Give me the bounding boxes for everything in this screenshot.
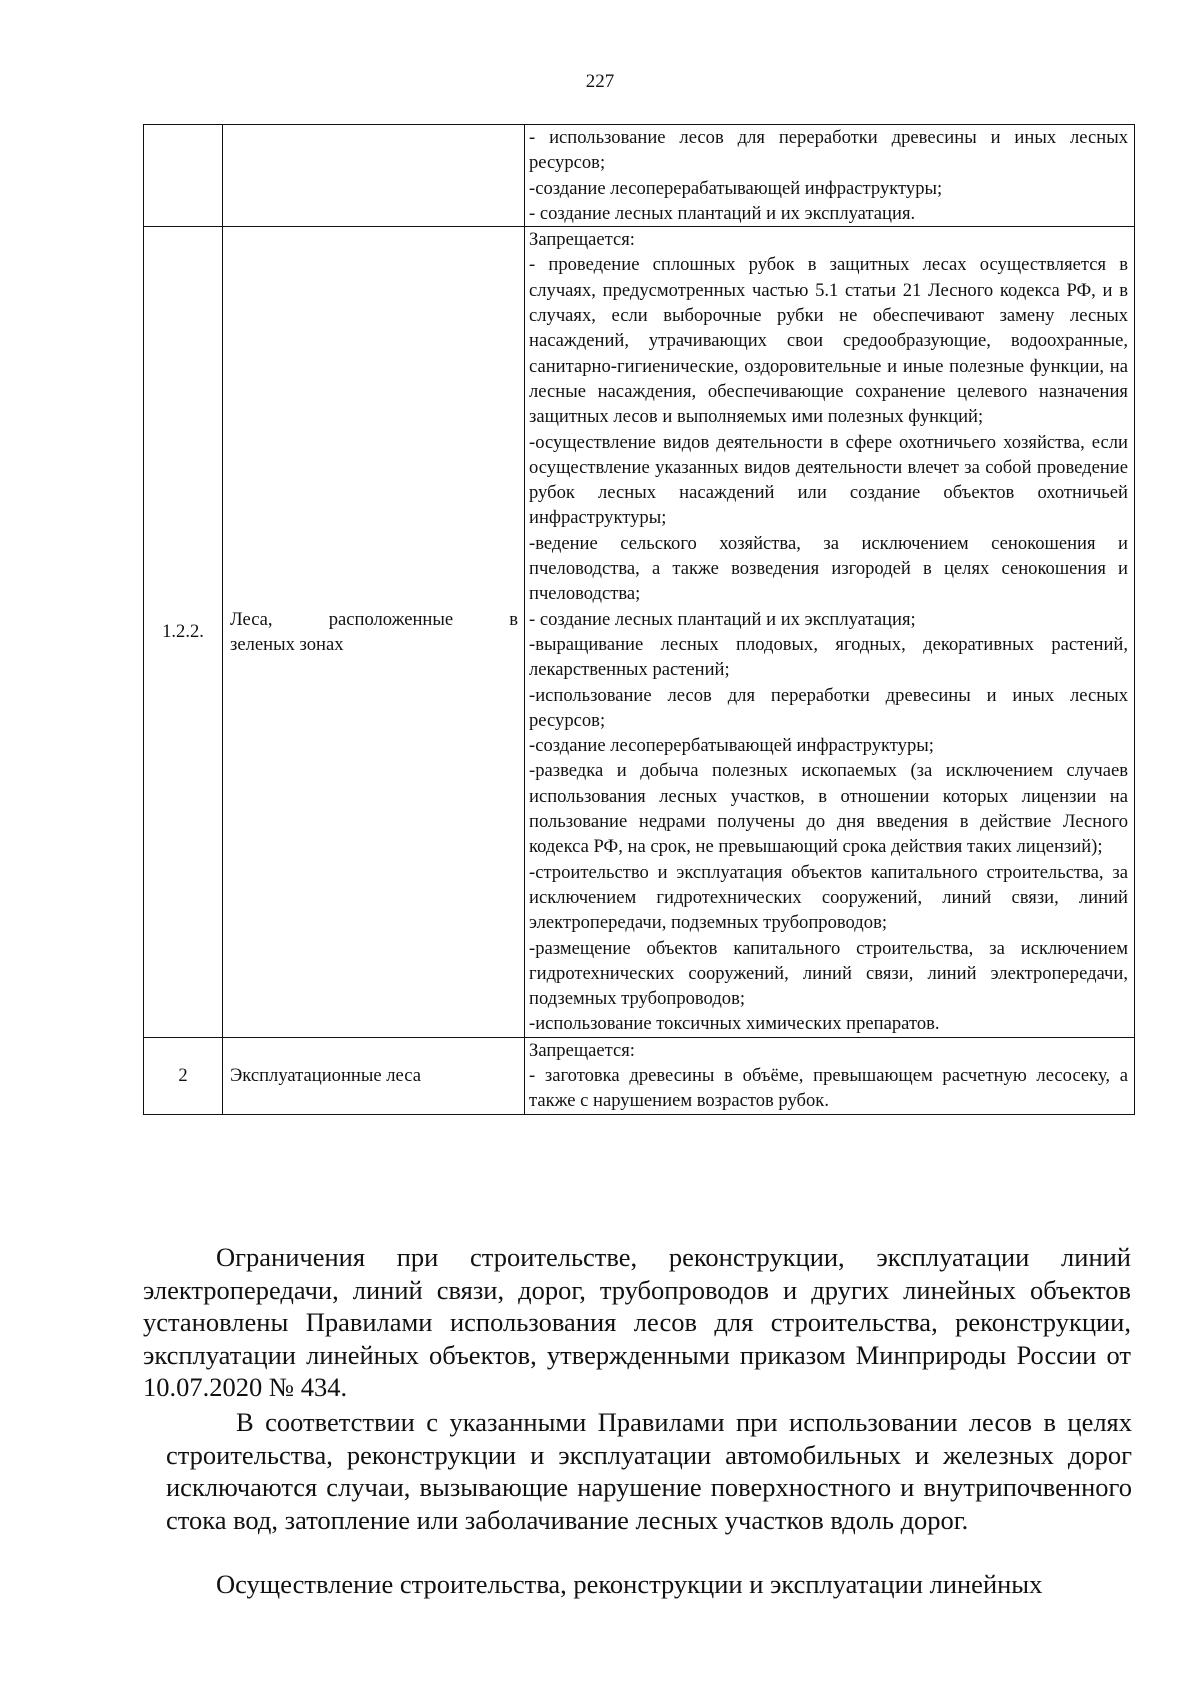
category-name-line: зеленых зонах bbox=[230, 633, 344, 655]
table-row bbox=[144, 125, 1135, 227]
row-restrictions bbox=[525, 227, 1135, 1038]
row-forest-category bbox=[223, 227, 525, 1038]
row-forest-category: Эксплуатационные леса bbox=[223, 1037, 525, 1114]
paragraph-text: В соответствии с указанными Правилами при использовании лесов в целях строительства, реконструкции и эксплуатации автомобильных и железных дорог исключаются случаи, вызывающие нарушение поверхностного и внутрипочвенного стока вод, затопление или заболачивание лесных участков вдоль дорог. bbox=[166, 1407, 1132, 1535]
restriction-heading: Запрещается: bbox=[529, 1039, 635, 1061]
restrictions-table bbox=[143, 124, 1135, 1115]
paragraph-text: Ограничения при строительстве, реконструкции, эксплуатации линий электропередачи, линий связи, дорог, трубопроводов и других линейных объектов установлены Правилами использования лесов для строительства, реконструкции, эксплуатации линейных объектов, утвержденными приказом Минприроды России от 10.07.2020 № 434. bbox=[143, 1242, 1131, 1403]
body-paragraph bbox=[166, 1406, 1132, 1536]
restriction-line: -размещение объектов капитального строительства, за исключением гидротехнических сооружений, линий связи, линий электропередачи, подземных трубопроводов; bbox=[529, 937, 1128, 1010]
restriction-line: - проведение сплошных рубок в защитных лесах осуществляется в случаях, предусмотренных частью 5.1 статьи 21 Лесного кодекса РФ, и в случаях, если выборочные рубки не обеспечивают замену лесных насаждений, утрачивающих свои средообразующие, водоохранные, санитарно-гигиенические, оздоровительные и иные полезные функции, на лесные насаждения, обеспечивающие сохранение целевого назначения защитных лесов и выполняемых ими полезных функций; bbox=[529, 254, 1128, 428]
restriction-line: -разведка и добыча полезных ископаемых (за исключением случаев использования лесных участков, в отношении которых лицензии на пользование недрами получены до дня введения в действие Лесного кодекса РФ, на срок, не превышающий срока действия таких лицензий); bbox=[529, 760, 1128, 858]
paragraph-text: Осуществление строительства, реконструкции и эксплуатации линейных bbox=[216, 1569, 1043, 1599]
restriction-line: -создание лесоперерабатывающей инфраструктуры; bbox=[529, 177, 943, 199]
restriction-line: -осуществление видов деятельности в сфере охотничьего хозяйства, если осуществление указанных видов деятельности влечет за собой проведение рубок лесных насаждений или создание объектов охотничьей инфраструктуры; bbox=[529, 431, 1128, 529]
restriction-line: - создание лесных плантаций и их эксплуатация. bbox=[529, 202, 916, 224]
restriction-line: - заготовка древесины в объёме, превышающем расчетную лесосеку, а также с нарушением возрастов рубок. bbox=[529, 1064, 1128, 1112]
restriction-line: - создание лесных плантаций и их эксплуатация; bbox=[529, 608, 916, 630]
restriction-line: -ведение сельского хозяйства, за исключением сенокошения и пчеловодства, а также возведения изгородей в целях сенокошения и пчеловодства; bbox=[529, 532, 1128, 605]
body-paragraph bbox=[143, 1241, 1131, 1404]
body-paragraph bbox=[143, 1568, 1131, 1601]
row-restrictions bbox=[525, 125, 1135, 227]
row-forest-category bbox=[223, 125, 525, 227]
restriction-line: - использование лесов для переработки древесины и иных лесных ресурсов; bbox=[529, 127, 1128, 174]
row-number: 2 bbox=[144, 1037, 223, 1114]
table-row bbox=[144, 1037, 1135, 1114]
category-name-line: Леса, расположенные в bbox=[230, 608, 518, 630]
table-row bbox=[144, 227, 1135, 1038]
row-number: 1.2.2. bbox=[144, 227, 223, 1038]
row-number bbox=[144, 125, 223, 227]
page-number: 227 bbox=[585, 71, 615, 92]
restriction-line: -выращивание лесных плодовых, ягодных, декоративных растений, лекарственных растений; bbox=[529, 633, 1128, 681]
restriction-line: -использование токсичных химических препаратов. bbox=[529, 1013, 940, 1035]
restriction-line: -создание лесоперербатывающей инфраструктуры; bbox=[529, 735, 934, 757]
restriction-line: -строительство и эксплуатация объектов капитального строительства, за исключением гидротехнических сооружений, линий связи, линий электропередачи, подземных трубопроводов; bbox=[529, 861, 1128, 934]
restriction-heading: Запрещается: bbox=[529, 229, 635, 251]
row-restrictions bbox=[525, 1037, 1135, 1114]
restriction-line: -использование лесов для переработки древесины и иных лесных ресурсов; bbox=[529, 684, 1128, 731]
